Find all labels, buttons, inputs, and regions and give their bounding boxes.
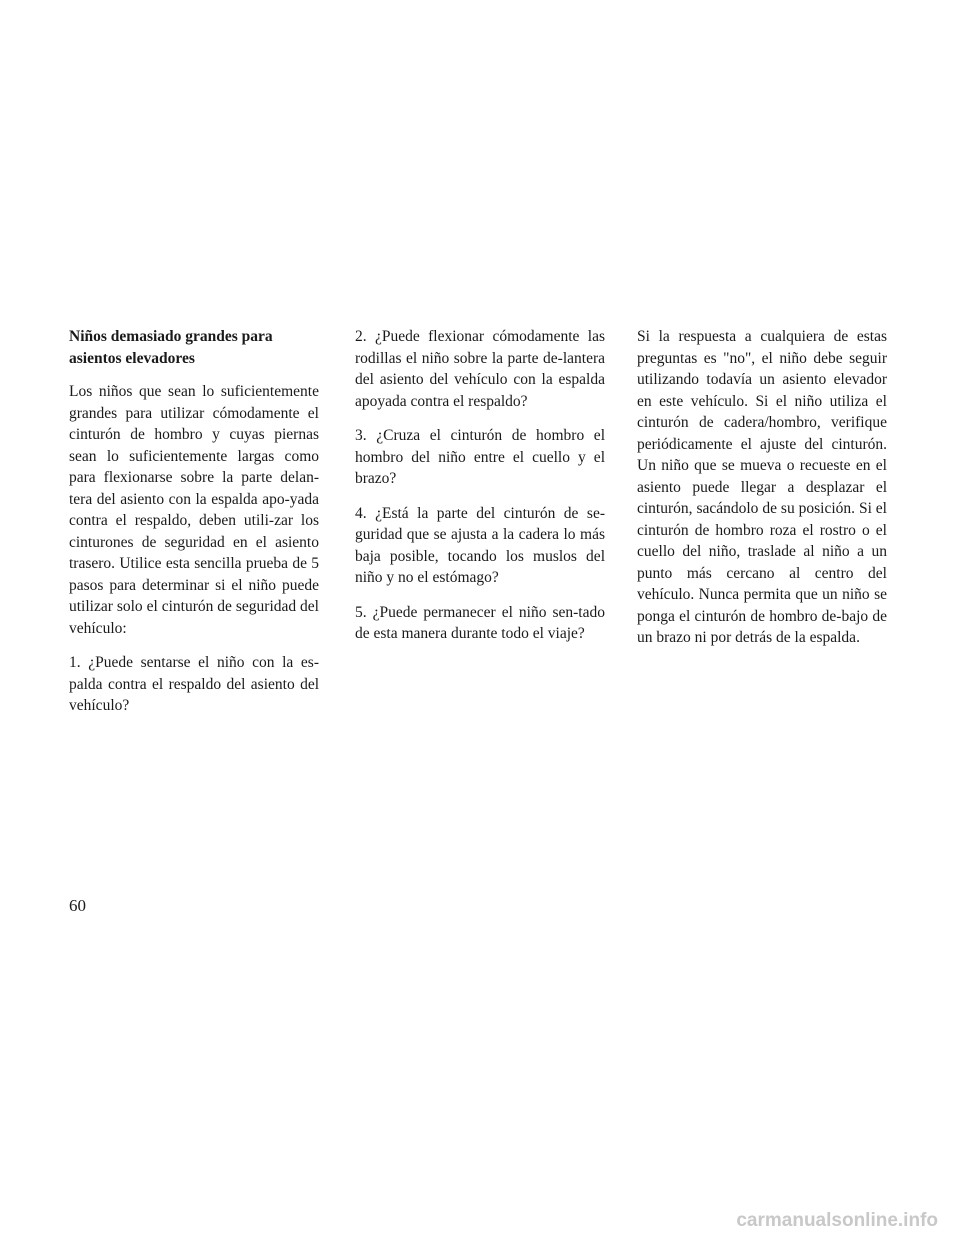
step-2: 2. ¿Puede flexionar cómodamente las rodillas el niño sobre la parte de-lantera del asiento del vehículo con la espalda apoyada contra el respaldo? [355, 328, 605, 410]
step-4: 4. ¿Está la parte del cinturón de se-guridad que se ajusta a la cadera lo más baja posible, tocando los muslos del niño y no el estómago? [355, 504, 605, 586]
column-3 [637, 326, 887, 662]
section-heading: Niños demasiado grandes para asientos elevadores [69, 328, 273, 367]
step-3: 3. ¿Cruza el cinturón de hombro el hombro del niño entre el cuello y el brazo? [355, 427, 605, 487]
watermark: carmanualsonline.info [736, 1210, 938, 1231]
intro-paragraph: Los niños que sean lo suficientemente grandes para utilizar cómodamente el cinturón de hombro y cuyas piernas sean lo suficientemente largas como para flexionarse sobre la parte delan-tera del asiento con la espalda apo-yada contra el respaldo, deben utili-zar los cinturones de seguridad en el asiento trasero. Utilice esta sencilla prueba de 5 pasos para determinar si el niño puede utilizar solo el cinturón de seguridad del vehículo: [69, 383, 319, 637]
column-1 [69, 326, 319, 730]
advice-paragraph: Si la respuesta a cualquiera de estas preguntas es "no", el niño debe seguir utilizando todavía un asiento elevador en este vehículo. Si el niño utiliza el cinturón de cadera/hombro, verifique periódicamente el ajuste del cinturón. Un niño que se mueva o recueste en el asiento puede llegar a desplazar el cinturón, sacándolo de su posición. Si el cinturón de hombro roza el rostro o el cuello del niño, traslade al niño a un punto más cercano al centro del vehículo. Nunca permita que un niño se ponga el cinturón de hombro de-bajo de un brazo ni por detrás de la espalda. [637, 328, 887, 646]
step-1: 1. ¿Puede sentarse el niño con la es-palda contra el respaldo del asiento del vehículo? [69, 654, 319, 714]
page-number: 60 [69, 896, 86, 915]
column-2 [355, 326, 605, 658]
step-5: 5. ¿Puede permanecer el niño sen-tado de esta manera durante todo el viaje? [355, 603, 605, 642]
